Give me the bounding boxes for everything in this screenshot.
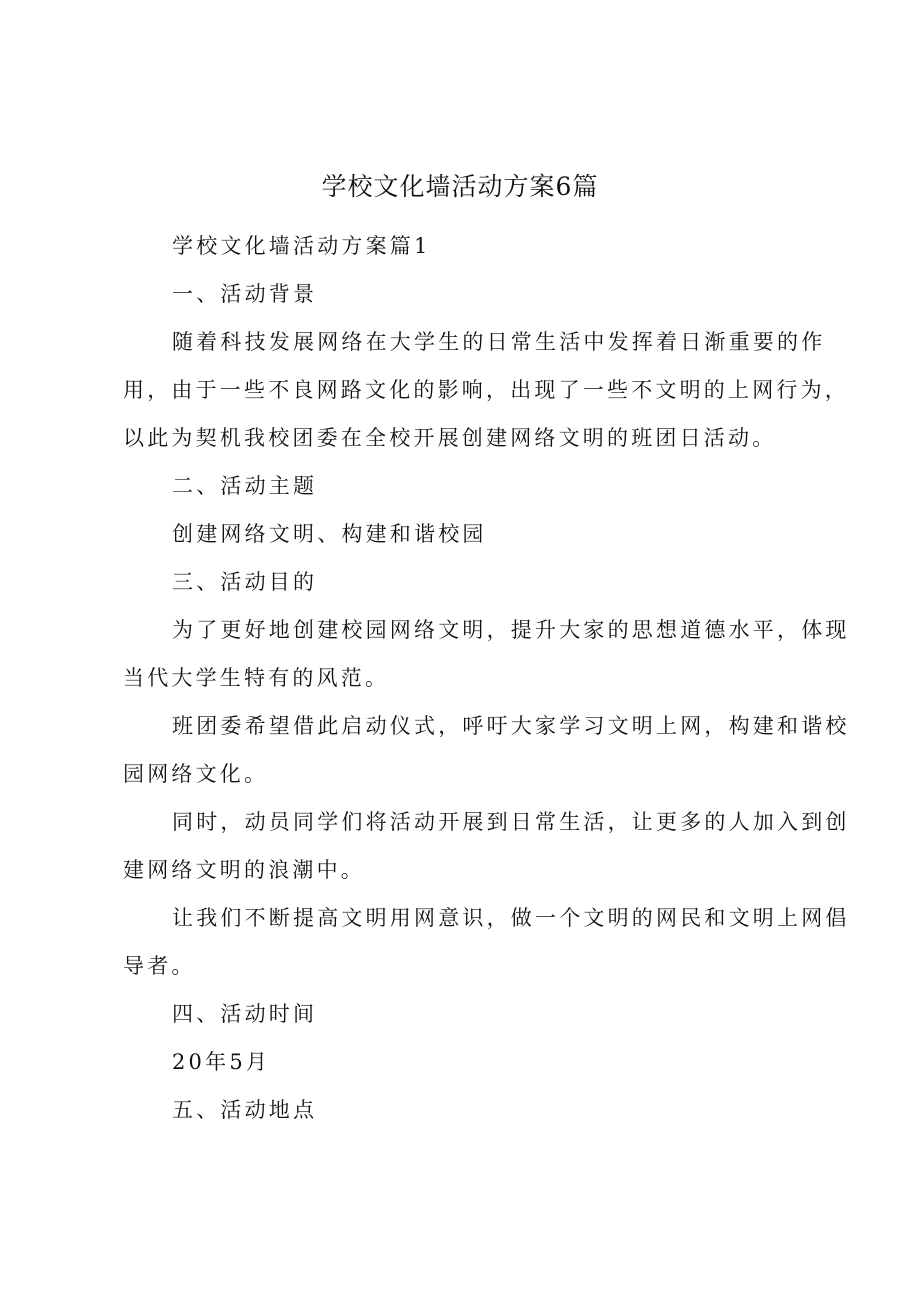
heading-location: [123, 1086, 818, 1134]
paragraph-line: 二、活动主题: [172, 474, 318, 498]
paragraph-purpose-4: [123, 894, 850, 990]
paragraph-line: 为了更好地创建校园网络文明，提升大家的思想道德水平，体现: [172, 618, 850, 642]
paragraph-section-heading: [123, 222, 818, 270]
paragraph-line: 一、活动背景: [172, 282, 318, 306]
paragraph-line: 20年5月: [172, 1050, 271, 1074]
paragraph-line: 五、活动地点: [172, 1098, 318, 1122]
heading-theme: [123, 462, 818, 510]
paragraph-purpose-1: [123, 606, 850, 702]
paragraph-line: 创建网络文明、构建和谐校园: [172, 522, 487, 546]
paragraph-line: 让我们不断提高文明用网意识，做一个文明的网民和文明上网倡: [172, 906, 850, 930]
heading-time: [123, 990, 818, 1038]
heading-background: [123, 270, 818, 318]
paragraph-line: 园网络文化。: [123, 762, 269, 786]
paragraph-line: 同时，动员同学们将活动开展到日常生活，让更多的人加入到创: [172, 810, 850, 834]
paragraph-line: 学校文化墙活动方案篇1: [172, 234, 431, 258]
paragraph-line: 以此为契机我校团委在全校开展创建网络文明的班团日活动。: [123, 426, 777, 450]
paragraph-line: 导者。: [123, 954, 196, 978]
paragraph-background: [123, 318, 849, 462]
paragraph-theme: [123, 510, 818, 558]
paragraph-line: 随着科技发展网络在大学生的日常生活中发挥着日渐重要的作: [172, 330, 826, 354]
paragraph-line: 当代大学生特有的风范。: [123, 666, 390, 690]
heading-purpose: [123, 558, 818, 606]
paragraph-line: 建网络文明的浪潮中。: [123, 858, 365, 882]
paragraph-line: 四、活动时间: [172, 1002, 318, 1026]
document-title: 学校文化墙活动方案6篇: [321, 172, 599, 201]
document-body: [123, 222, 850, 1134]
paragraph-time: [123, 1038, 818, 1086]
paragraph-line: 用，由于一些不良网路文化的影响，出现了一些不文明的上网行为，: [123, 378, 849, 402]
paragraph-line: 三、活动目的: [172, 570, 318, 594]
paragraph-purpose-2: [123, 702, 850, 798]
paragraph-purpose-3: [123, 798, 850, 894]
paragraph-line: 班团委希望借此启动仪式，呼吁大家学习文明上网，构建和谐校: [172, 714, 850, 738]
